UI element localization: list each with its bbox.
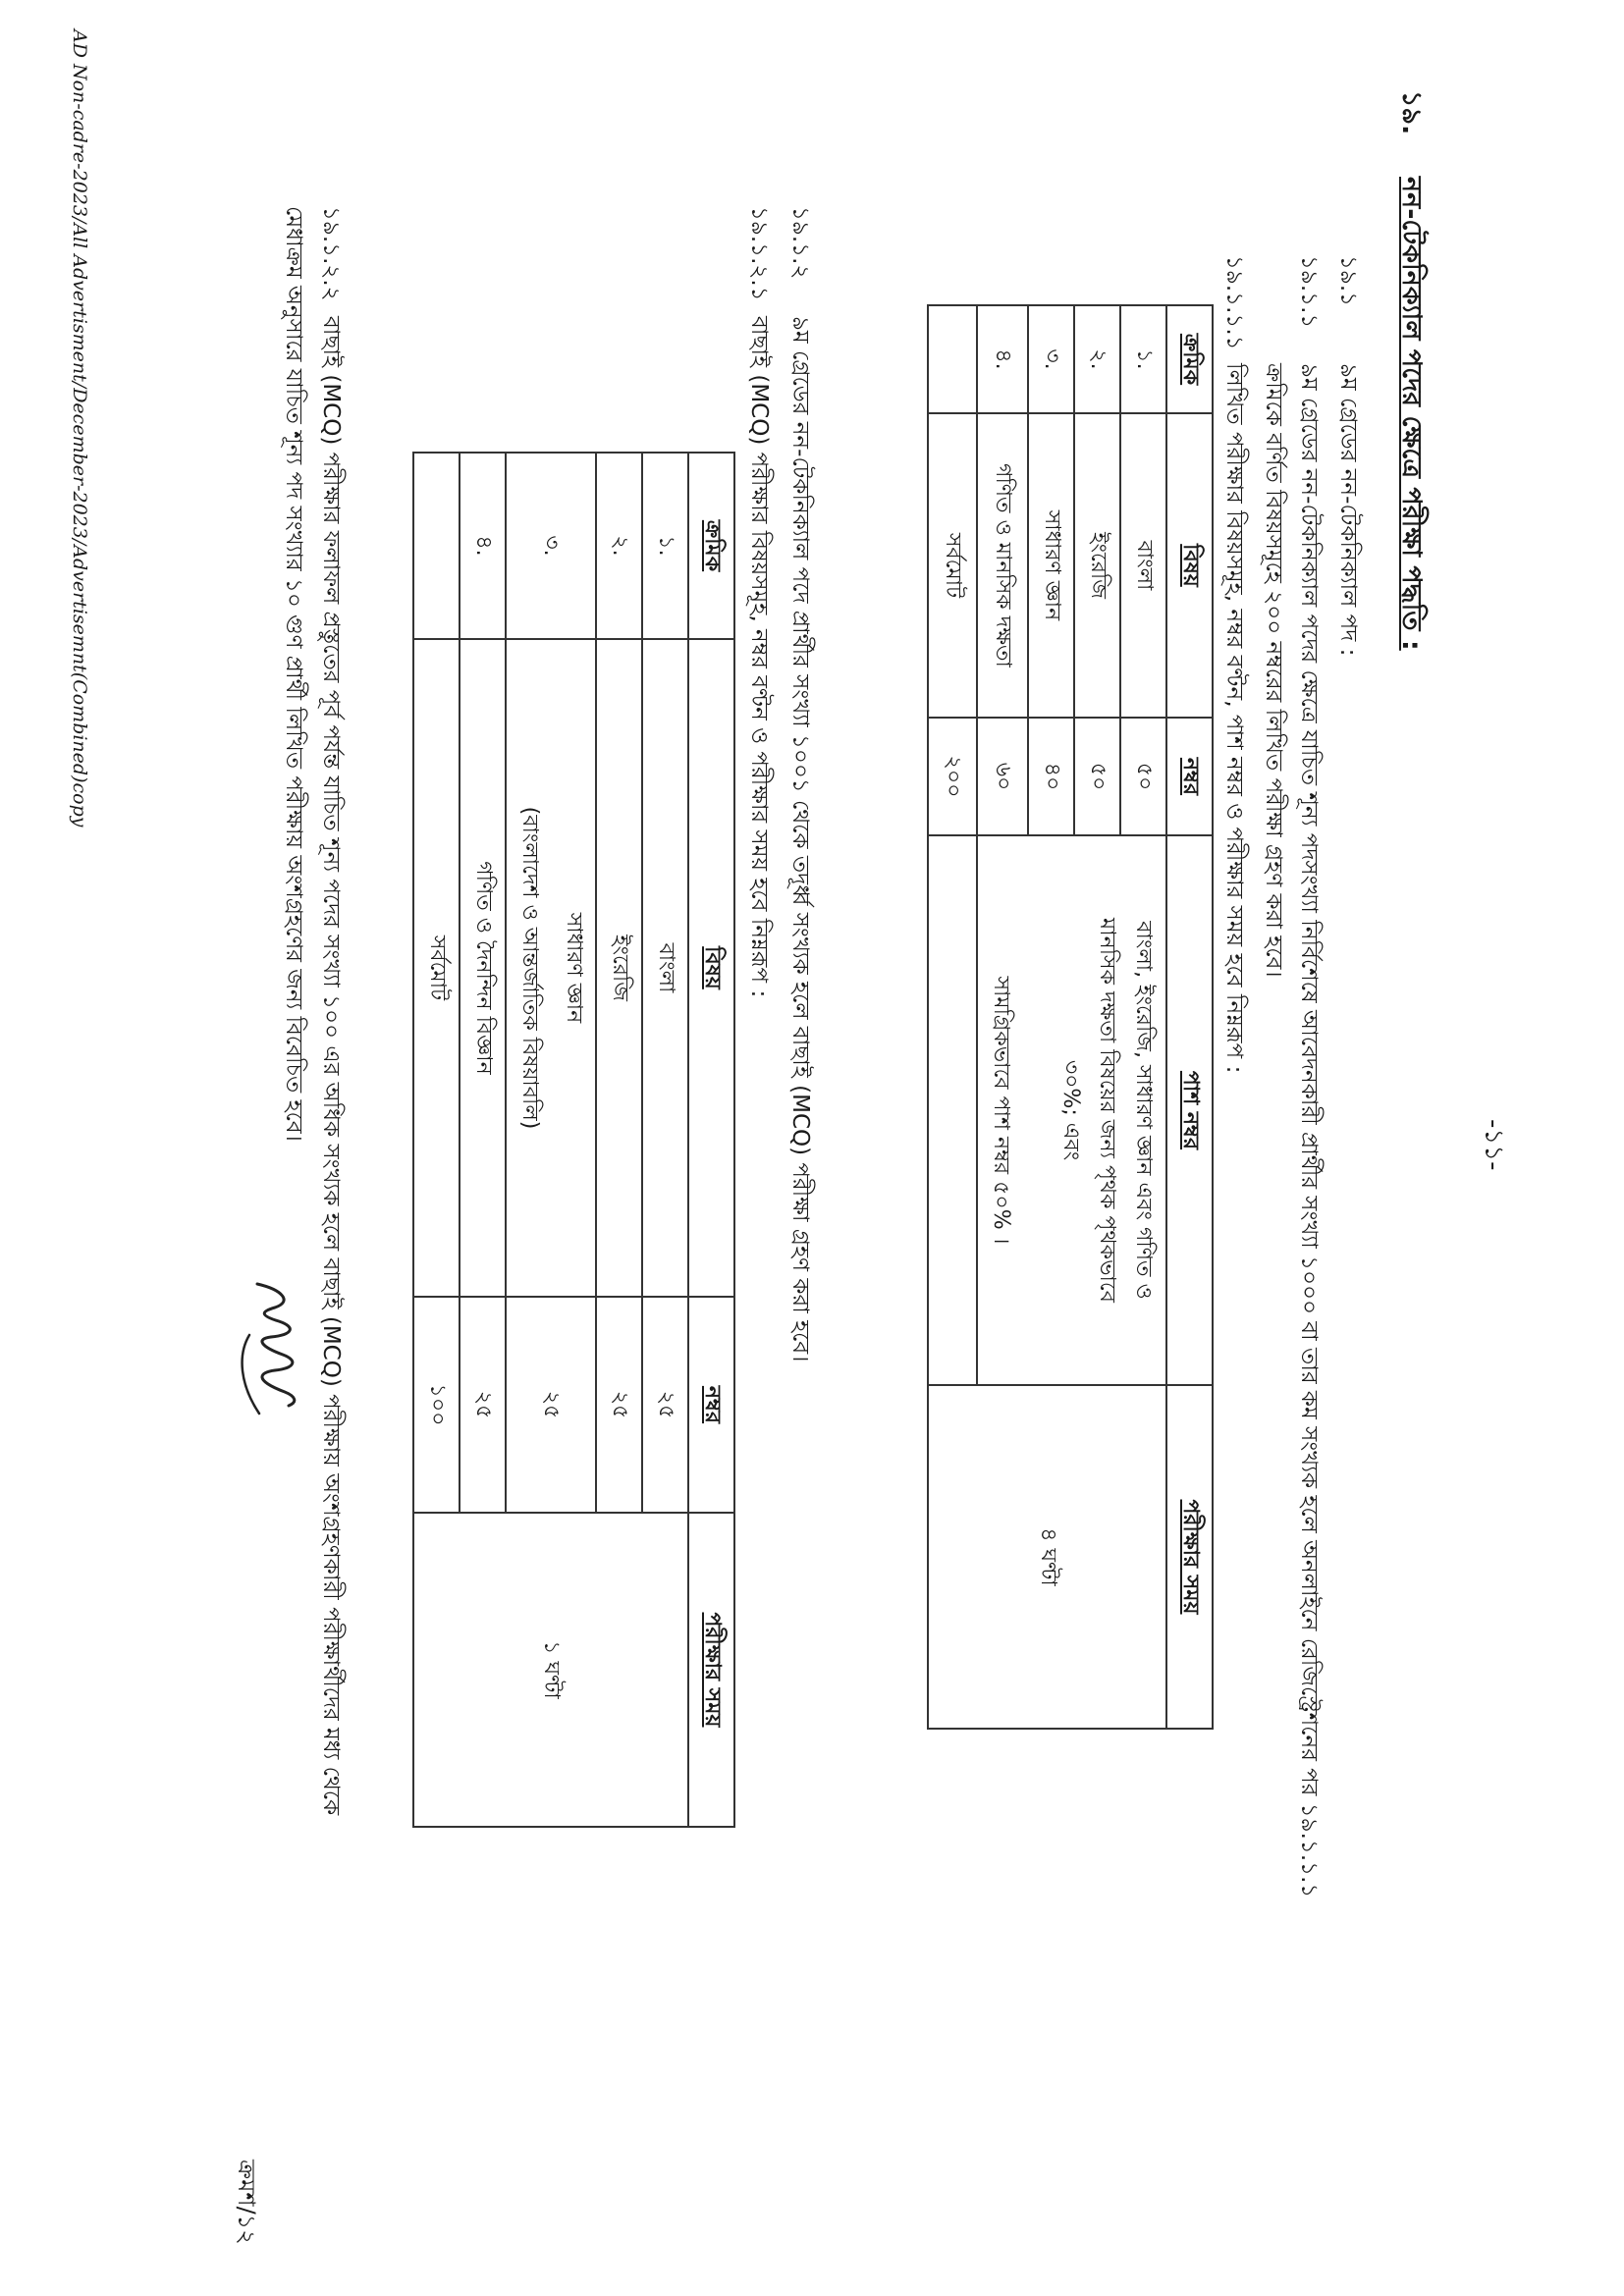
header-subject: বিষয় xyxy=(688,639,734,1297)
header-exam-time: পরীক্ষার সময় xyxy=(688,1513,734,1827)
cell-total-label: সর্বমোট xyxy=(413,639,460,1297)
cell-subject xyxy=(506,639,596,1297)
cell-subject: সাধারণ জ্ঞান xyxy=(1028,413,1074,718)
header-subject: বিষয় xyxy=(1166,413,1213,718)
header-serial: ক্রমিক xyxy=(688,453,734,639)
subsection-title: ৯ম গ্রেডের নন-টেকনিক্যাল পদ : xyxy=(1335,363,1361,657)
cell-serial: ৪. xyxy=(977,305,1028,413)
pass-line: ৩০%; এবং xyxy=(1058,1059,1084,1161)
table-row xyxy=(642,453,688,1827)
cell-serial: ৩. xyxy=(1028,305,1074,413)
cell-subject: বাংলা xyxy=(642,639,688,1297)
cell-exam-time: ৪ ঘণ্টা xyxy=(928,1385,1166,1729)
header-pass-marks: পাশ নম্বর xyxy=(1166,835,1213,1385)
cell-marks: ৫০ xyxy=(1120,718,1166,835)
cell-marks: ২৫ xyxy=(642,1297,688,1513)
cell-marks: ৪০ xyxy=(1028,718,1074,835)
clause-text: লিখিত পরীক্ষার বিষয়সমূহ, নম্বর বণ্টন, পাশ নম্বর ও পরীক্ষার সময় হবে নিম্নরূপ : xyxy=(1221,363,1247,1074)
subject-line: সাধারণ জ্ঞান xyxy=(562,912,586,1024)
cell-pass-marks xyxy=(977,835,1166,1385)
cell-total-marks: ২০০ xyxy=(928,718,977,835)
signature-icon xyxy=(230,1276,318,1423)
section-number: ১৯. xyxy=(1396,90,1427,135)
cell-marks: ২৫ xyxy=(506,1297,596,1513)
clause-text: বাছাই (MCQ) পরীক্ষার বিষয়সমূহ, নম্বর বণ্টন ও পরীক্ষার সময় হবে নিম্নরূপ : xyxy=(746,316,772,998)
pass-line: সামগ্রিকভাবে পাশ নম্বর ৫০% । xyxy=(989,976,1014,1245)
cell-total-marks: ১০০ xyxy=(413,1297,460,1513)
cell-total-label: সর্বমোট xyxy=(928,413,977,718)
cell-subject: বাংলা xyxy=(1120,413,1166,718)
clause-number: ১৯.১.২.২ xyxy=(318,206,344,301)
clause-text: ৯ম গ্রেডের নন-টেকনিক্যাল পদে প্রার্থীর সংখ্যা ১০০১ থেকে তদূর্ধ্ব সংখ্যক হলে বাছাই (MCQ) পরীক্ষা গ্রহণ করা হবে। xyxy=(787,316,813,1362)
header-marks: নম্বর xyxy=(688,1297,734,1513)
clause-text-line1: বাছাই (MCQ) পরীক্ষার ফলাফল প্রস্তুতের পূর্ব পর্যন্ত যাচিত শূন্য পদের সংখ্যা ১০০ এর অধিক সংখ্যক হলে বাছাই (MCQ) পরীক্ষায় অংশগ্রহণকারী পরীক্ষার্থীদের মধ্য থেকে xyxy=(318,316,344,1816)
clause-text-line1: ৯ম গ্রেডের নন-টেকনিক্যাল পদের ক্ষেত্রে যাচিত শূন্য পদসংখ্যা নির্বিশেষে আবেদনকারী প্রার্থীর সংখ্যা ১০০০ বা তার কম সংখ্যক হলে অনলাইনে রেজিস্ট্রেশনের পর ১৯.১.১.১ xyxy=(1296,363,1322,1898)
continuation-marker: ক্রমশ/১২ xyxy=(233,2160,260,2245)
clause-number: ১৯.১.১ xyxy=(1296,255,1322,329)
subsection-number: ১৯.১ xyxy=(1335,255,1361,307)
clause-text-line2: ক্রমিকে বর্ণিত বিষয়সমূহে ২০০ নম্বরের লিখিত পরীক্ষা গ্রহণ করা হবে। xyxy=(1261,363,1286,978)
pass-line: বাংলা, ইংরেজি, সাধারণ জ্ঞান এবং গণিত ও xyxy=(1131,921,1157,1300)
header-serial: ক্রমিক xyxy=(1166,305,1213,413)
cell-subject: গণিত ও দৈনন্দিন বিজ্ঞান xyxy=(460,639,506,1297)
cell-marks: ৫০ xyxy=(1074,718,1120,835)
cell-serial: ১. xyxy=(642,453,688,639)
section-title: নন-টেকনিক্যাল পদের ক্ষেত্রে পরীক্ষা পদ্ধতি : xyxy=(1396,177,1427,651)
cell-subject: ইংরেজি xyxy=(1074,413,1120,718)
cell-serial: ৪. xyxy=(460,453,506,639)
cell-serial: ২. xyxy=(596,453,642,639)
cell-serial: ৩. xyxy=(506,453,596,639)
header-exam-time: পরীক্ষার সময় xyxy=(1166,1385,1213,1729)
cell-exam-time: ১ ঘণ্টা xyxy=(413,1513,688,1827)
subject-line: (বাংলাদেশ ও আন্তর্জাতিক বিষয়াবলি) xyxy=(517,806,542,1130)
clause-text-line2: মেধাক্রম অনুসারে যাচিত শূন্য পদ সংখ্যার ১০ গুণ প্রার্থী লিখিত পরীক্ষায় অংশগ্রহণের জন্য বিবেচিত হবে। xyxy=(281,206,306,1142)
cell-marks: ২৫ xyxy=(460,1297,506,1513)
cell-marks: ২৫ xyxy=(596,1297,642,1513)
table-row xyxy=(1120,305,1166,1729)
cell-subject: গণিত ও মানসিক দক্ষতা xyxy=(977,413,1028,718)
cell-subject: ইংরেজি xyxy=(596,639,642,1297)
cell-serial: ২. xyxy=(1074,305,1120,413)
pass-line: মানসিক দক্ষতা বিষয়ের জন্য পৃথক পৃথকভাবে xyxy=(1095,918,1120,1303)
clause-number: ১৯.১.১.১ xyxy=(1221,255,1247,350)
clause-number: ১৯.১.২ xyxy=(787,206,813,280)
cell-serial: ১. xyxy=(1120,305,1166,413)
written-exam-table xyxy=(927,304,1214,1730)
cell-marks: ৬০ xyxy=(977,718,1028,835)
mcq-exam-table xyxy=(412,452,735,1828)
footer-file-path: AD Non-cadre-2023/All Advertisment/December-2023/Advertisemnt(Combined)copy xyxy=(69,29,90,828)
page-number: -১১- xyxy=(1479,1119,1508,1171)
clause-number: ১৯.১.২.১ xyxy=(746,206,772,301)
header-marks: নম্বর xyxy=(1166,718,1213,835)
